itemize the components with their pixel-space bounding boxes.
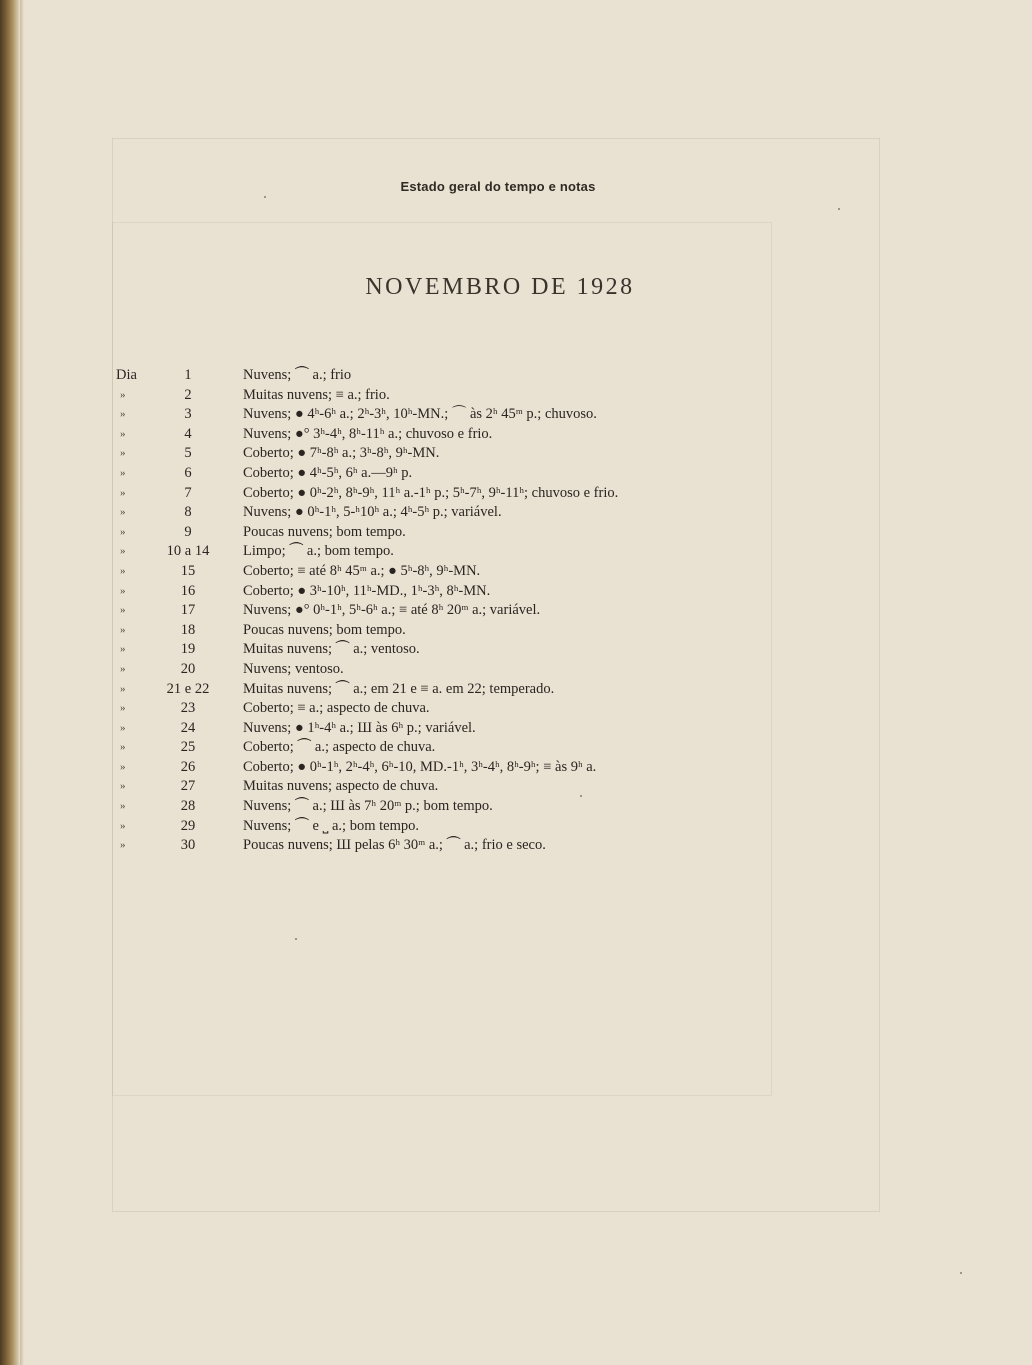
weather-description: Coberto; ● 7ʰ-8ʰ a.; 3ʰ-8ʰ, 9ʰ-MN. — [243, 445, 440, 462]
ditto-mark: » — [120, 643, 126, 656]
log-row — [0, 660, 1032, 680]
weather-log — [0, 366, 1032, 856]
log-row — [0, 405, 1032, 425]
ditto-mark: » — [120, 819, 126, 832]
ditto-mark: » — [120, 564, 126, 577]
log-row — [0, 621, 1032, 641]
day-number: 21 e 22 — [166, 680, 210, 697]
ditto-mark: » — [120, 741, 126, 754]
weather-description: Nuvens; ● 0ʰ-1ʰ, 5-ʰ10ʰ a.; 4ʰ-5ʰ p.; variável. — [243, 504, 502, 521]
ditto-mark: » — [120, 662, 126, 675]
log-row — [0, 797, 1032, 817]
paper-speck — [960, 1272, 962, 1274]
day-number: 19 — [180, 641, 196, 658]
weather-description: Limpo; ⏜ a.; bom tempo. — [243, 543, 394, 560]
ditto-mark: » — [120, 780, 126, 793]
log-row — [0, 386, 1032, 406]
ditto-mark: » — [120, 545, 126, 558]
weather-description: Nuvens; ventoso. — [243, 660, 344, 677]
day-number: 26 — [180, 758, 196, 775]
page-header-text: Estado geral do tempo e notas — [400, 179, 596, 194]
day-number: 18 — [180, 621, 196, 638]
paper-speck — [838, 208, 840, 210]
weather-description: Nuvens; ● 1ʰ-4ʰ a.; Ш às 6ʰ p.; variável. — [243, 719, 476, 736]
ditto-mark: » — [120, 623, 126, 636]
ditto-mark: » — [120, 604, 126, 617]
day-number: 16 — [180, 582, 196, 599]
ditto-mark: » — [120, 584, 126, 597]
weather-description: Muitas nuvens; ≡ a.; frio. — [243, 386, 390, 403]
log-row — [0, 719, 1032, 739]
ditto-mark: » — [120, 682, 126, 695]
weather-description: Poucas nuvens; Ш pelas 6ʰ 30ᵐ a.; ⏜ a.; frio e seco. — [243, 837, 546, 854]
weather-description: Coberto; ● 0ʰ-2ʰ, 8ʰ-9ʰ, 11ʰ a.-1ʰ p.; 5ʰ-7ʰ, 9ʰ-11ʰ; chuvoso e frio. — [243, 484, 619, 501]
ditto-mark: » — [120, 447, 126, 460]
ditto-mark: » — [120, 388, 126, 401]
ditto-mark: » — [120, 839, 126, 852]
weather-description: Coberto; ● 0ʰ-1ʰ, 2ʰ-4ʰ, 6ʰ-10, MD.-1ʰ, 3ʰ-4ʰ, 8ʰ-9ʰ; ≡ às 9ʰ a. — [243, 758, 597, 775]
log-row — [0, 484, 1032, 504]
log-row — [0, 640, 1032, 660]
day-number: 4 — [184, 425, 192, 442]
weather-description: Coberto; ⏜ a.; aspecto de chuva. — [243, 739, 436, 756]
weather-description: Nuvens; ⏜ a.; Ш às 7ʰ 20ᵐ p.; bom tempo. — [243, 798, 493, 815]
day-number: 25 — [180, 739, 196, 756]
ditto-mark: » — [120, 721, 126, 734]
weather-description: Muitas nuvens; ⏜ a.; em 21 e ≡ a. em 22; temperado. — [243, 680, 555, 697]
page-header — [0, 179, 1000, 194]
day-number: 28 — [180, 798, 196, 815]
weather-description: Nuvens; ●° 0ʰ-1ʰ, 5ʰ-6ʰ a.; ≡ até 8ʰ 20ᵐ a.; variável. — [243, 602, 541, 619]
weather-description: Coberto; ● 3ʰ-10ʰ, 11ʰ-MD., 1ʰ-3ʰ, 8ʰ-MN. — [243, 582, 491, 599]
log-row — [0, 582, 1032, 602]
day-number: 3 — [184, 406, 192, 423]
day-number: 24 — [180, 719, 196, 736]
ditto-mark: » — [120, 486, 126, 499]
day-number: 8 — [184, 504, 192, 521]
weather-description: Nuvens; ⏜ e ⎵ a.; bom tempo. — [243, 817, 419, 834]
day-number: 5 — [184, 445, 192, 462]
section-title: NOVEMBRO DE 1928 — [365, 274, 635, 300]
weather-description: Coberto; ● 4ʰ-5ʰ, 6ʰ a.—9ʰ p. — [243, 464, 413, 481]
ditto-mark: » — [120, 702, 126, 715]
weather-description: Coberto; ≡ até 8ʰ 45ᵐ a.; ● 5ʰ-8ʰ, 9ʰ-MN. — [243, 562, 481, 579]
weather-description: Poucas nuvens; bom tempo. — [243, 621, 406, 638]
day-number: 10 a 14 — [166, 543, 210, 560]
paper-speck — [580, 795, 582, 797]
log-row — [0, 836, 1032, 856]
log-row — [0, 444, 1032, 464]
ditto-mark: » — [120, 466, 126, 479]
weather-description: Poucas nuvens; bom tempo. — [243, 523, 406, 540]
weather-description: Muitas nuvens; aspecto de chuva. — [243, 778, 439, 795]
paper-speck — [295, 938, 297, 940]
log-row — [0, 425, 1032, 445]
log-row — [0, 464, 1032, 484]
day-number: 30 — [180, 837, 196, 854]
day-number: 20 — [180, 660, 196, 677]
log-row — [0, 777, 1032, 797]
log-row — [0, 523, 1032, 543]
weather-description: Muitas nuvens; ⏜ a.; ventoso. — [243, 641, 420, 658]
log-row — [0, 758, 1032, 778]
day-number: 9 — [184, 523, 192, 540]
weather-description: Nuvens; ⏜ a.; frio — [243, 367, 352, 383]
weather-description: Nuvens; ● 4ʰ-6ʰ a.; 2ʰ-3ʰ, 10ʰ-MN.; ⌒ às 2ʰ 45ᵐ p.; chuvoso. — [243, 406, 597, 423]
day-number: 6 — [184, 464, 192, 481]
log-row — [0, 817, 1032, 837]
log-row — [0, 503, 1032, 523]
ditto-mark: » — [120, 760, 126, 773]
day-number: 2 — [184, 386, 192, 403]
ditto-mark: » — [120, 506, 126, 519]
day-number: 23 — [180, 700, 196, 717]
ditto-mark: » — [120, 427, 126, 440]
log-row — [0, 601, 1032, 621]
ditto-mark: » — [120, 408, 126, 421]
log-row — [0, 738, 1032, 758]
day-number: 17 — [180, 602, 196, 619]
log-row — [0, 542, 1032, 562]
day-number: 1 — [184, 367, 192, 383]
weather-description: Coberto; ≡ a.; aspecto de chuva. — [243, 700, 430, 717]
ditto-mark: » — [120, 800, 126, 813]
day-number: 15 — [180, 562, 196, 579]
ditto-mark: » — [120, 525, 126, 538]
log-row — [0, 366, 1032, 386]
day-label: Dia — [116, 367, 137, 383]
log-row — [0, 680, 1032, 700]
weather-description: Nuvens; ●° 3ʰ-4ʰ, 8ʰ-11ʰ a.; chuvoso e frio. — [243, 425, 493, 442]
log-row — [0, 699, 1032, 719]
paper-speck — [264, 196, 266, 198]
log-row — [0, 562, 1032, 582]
day-number: 7 — [184, 484, 192, 501]
day-number: 29 — [180, 817, 196, 834]
day-number: 27 — [180, 778, 196, 795]
